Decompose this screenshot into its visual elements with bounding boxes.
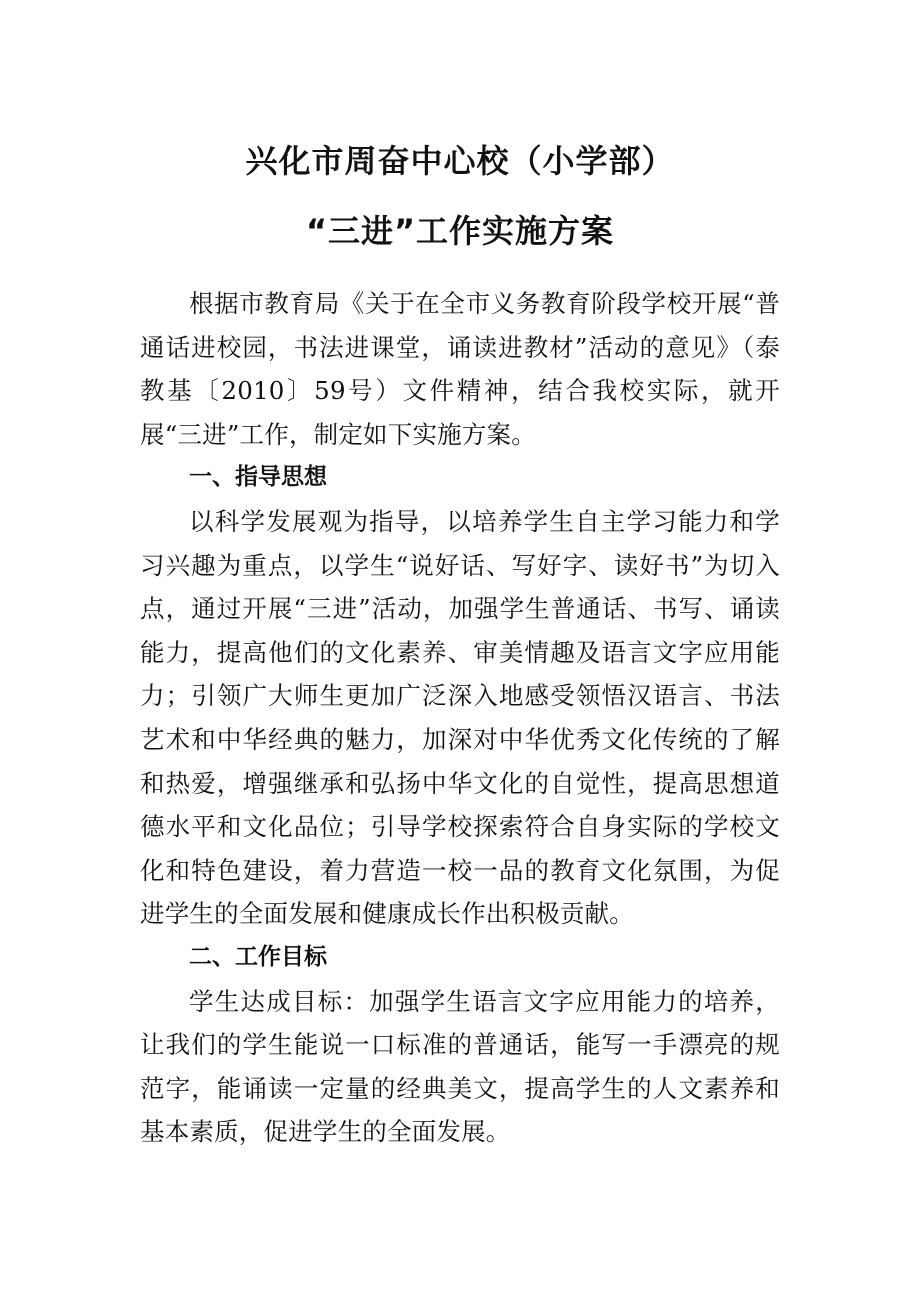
section-work-goals: [140, 936, 780, 1154]
document-body: [140, 282, 780, 1154]
document-title-line1: 兴化市周奋中心校（小学部）: [245, 142, 675, 180]
section-heading: 一、指导思想: [189, 464, 327, 491]
section-paragraph: 学生达成目标：加强学生语言文字应用能力的培养，让我们的学生能说一口标准的普通话，能写一手漂亮的规范字，能诵读一定量的经典美文，提高学生的人文素养和基本素质，促进学生的全面发展。: [140, 986, 780, 1147]
section-heading: 二、工作目标: [189, 943, 327, 970]
intro-paragraph: 根据市教育局《关于在全市义务教育阶段学校开展“普通话进校园，书法进课堂，诵读进教材”活动的意见》（泰教基〔2010〕59号）文件精神，结合我校实际，就开展“三进”工作，制定如下实施方案。: [140, 289, 780, 449]
section-paragraph: 以科学发展观为指导，以培养学生自主学习能力和学习兴趣为重点，以学生“说好话、写好字、读好书”为切入点，通过开展“三进”活动，加强学生普通话、书写、诵读能力，提高他们的文化素养、审美情趣及语言文字应用能力；引领广大师生更加广泛深入地感受领悟汉语言、书法艺术和中华经典的魅力，加深对中华优秀文化传统的了解和热爱，增强继承和弘扬中华文化的自觉性，提高思想道德水平和文化品位；引导学校探索符合自身实际的学校文化和特色建设，着力营造一校一品的教育文化氛围，为促进学生的全面发展和健康成长作出积极贡献。: [140, 506, 780, 929]
section-guiding-ideology: [140, 456, 780, 936]
document-title-line2: “三进”工作实施方案: [305, 212, 615, 250]
